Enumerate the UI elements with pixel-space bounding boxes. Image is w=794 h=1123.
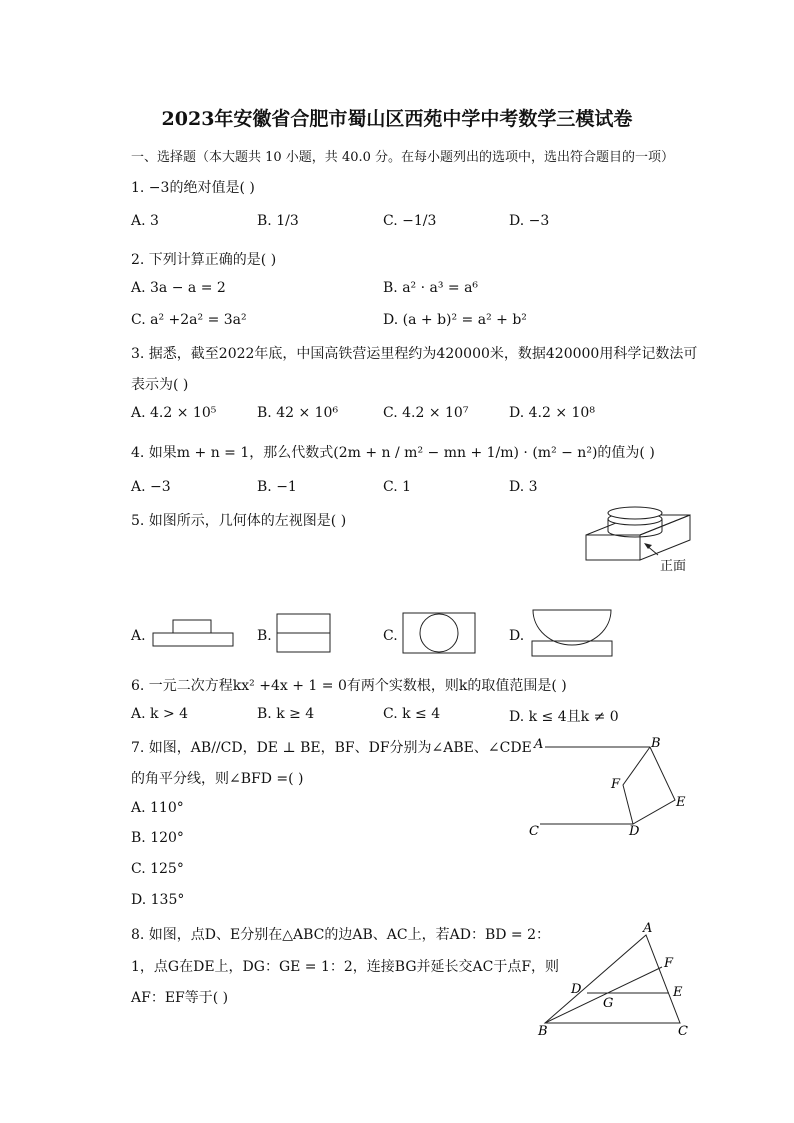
q8-label-d: D xyxy=(571,982,582,997)
q2-option-d: D. (a + b)² = a² + b² xyxy=(383,312,527,328)
q4-option-c: C. 1 xyxy=(383,479,412,495)
q7-geometry-figure xyxy=(525,733,695,843)
q8-label-c: C xyxy=(678,1024,688,1039)
section-heading: 一、选择题（本大题共 10 小题，共 40.0 分。在每小题列出的选项中，选出符合题目的一项） xyxy=(131,150,675,165)
question-1: 1. −3的绝对值是( ) xyxy=(131,180,255,196)
q4-option-d: D. 3 xyxy=(509,479,538,495)
q4-option-a: A. −3 xyxy=(131,479,171,495)
q7-label-b: B xyxy=(651,736,661,751)
q6-option-c: C. k ≤ 4 xyxy=(383,706,441,722)
question-5: 5. 如图所示，几何体的左视图是( ) xyxy=(131,513,347,529)
question-6: 6. 一元二次方程kx² +4x + 1 = 0有两个实数根，则k的取值范围是( ) xyxy=(131,678,567,694)
q3-option-c: C. 4.2 × 10⁷ xyxy=(383,405,469,421)
q5-option-b: B. xyxy=(257,628,272,644)
q7-label-c: C xyxy=(529,824,539,839)
q5-option-b-figure xyxy=(274,612,334,654)
question-8-line1: 8. 如图，点D、E分别在△ABC的边AB、AC上，若AD：BD = 2： xyxy=(131,927,550,943)
q5-option-d-figure xyxy=(528,606,616,660)
q6-option-a: A. k > 4 xyxy=(131,706,189,722)
q5-option-c: C. xyxy=(383,628,398,644)
q1-option-d: D. −3 xyxy=(509,213,550,229)
q3-option-d: D. 4.2 × 10⁸ xyxy=(509,405,595,421)
q2-option-c: C. a² +2a² = 3a² xyxy=(131,312,247,328)
q3-option-b: B. 42 × 10⁶ xyxy=(257,405,339,421)
q8-label-g: G xyxy=(603,996,614,1011)
q7-option-a: A. 110° xyxy=(131,800,184,816)
q1-option-b: B. 1/3 xyxy=(257,213,299,229)
question-2: 2. 下列计算正确的是( ) xyxy=(131,252,277,268)
q6-option-b: B. k ≥ 4 xyxy=(257,706,315,722)
q3-option-a: A. 4.2 × 10⁵ xyxy=(131,405,217,421)
q8-geometry-figure xyxy=(535,920,700,1042)
question-7-line1: 7. 如图，AB//CD，DE ⊥ BE，BF、DF分别为∠ABE、∠CDE xyxy=(131,740,532,756)
q8-label-a: A xyxy=(643,921,653,936)
q7-option-b: B. 120° xyxy=(131,830,184,846)
q5-option-a-figure xyxy=(150,618,236,650)
q1-option-c: C. −1/3 xyxy=(383,213,437,229)
q2-option-a: A. 3a − a = 2 xyxy=(131,280,226,296)
question-3-line1: 3. 据悉，截至2022年底，中国高铁营运里程约为420000米，数据420000用科学记数法可 xyxy=(131,346,698,362)
q7-label-e: E xyxy=(676,795,686,810)
question-7-line2: 的角平分线，则∠BFD =( ) xyxy=(131,771,304,787)
q7-label-f: F xyxy=(611,777,621,792)
q7-option-c: C. 125° xyxy=(131,861,184,877)
q1-option-a: A. 3 xyxy=(131,213,159,229)
question-4: 4. 如果m + n = 1，那么代数式(2m + n / m² − mn + 1/m) · (m² − n²)的值为( ) xyxy=(131,445,655,461)
q4-option-b: B. −1 xyxy=(257,479,297,495)
q5-front-label: 正面 xyxy=(660,559,687,574)
q6-option-d: D. k ≤ 4且k ≠ 0 xyxy=(509,709,619,725)
q5-option-d: D. xyxy=(509,628,525,644)
question-8-line2: 1，点G在DE上，DG：GE = 1：2，连接BG并延长交AC于点F，则 xyxy=(131,959,560,975)
q2-option-b: B. a² · a³ = a⁶ xyxy=(383,280,479,296)
q5-option-a: A. xyxy=(131,628,146,644)
question-8-line3: AF：EF等于( ) xyxy=(131,990,229,1006)
q7-label-d: D xyxy=(629,824,640,839)
q8-label-f: F xyxy=(664,956,674,971)
q8-label-b: B xyxy=(538,1024,548,1039)
q7-option-d: D. 135° xyxy=(131,892,185,908)
q5-option-c-figure xyxy=(400,611,478,655)
q8-label-e: E xyxy=(673,985,683,1000)
q7-label-a: A xyxy=(534,737,544,752)
question-3-line2: 表示为( ) xyxy=(131,377,189,393)
page-title: 2023年安徽省合肥市蜀山区西苑中学中考数学三模试卷 xyxy=(161,108,633,130)
